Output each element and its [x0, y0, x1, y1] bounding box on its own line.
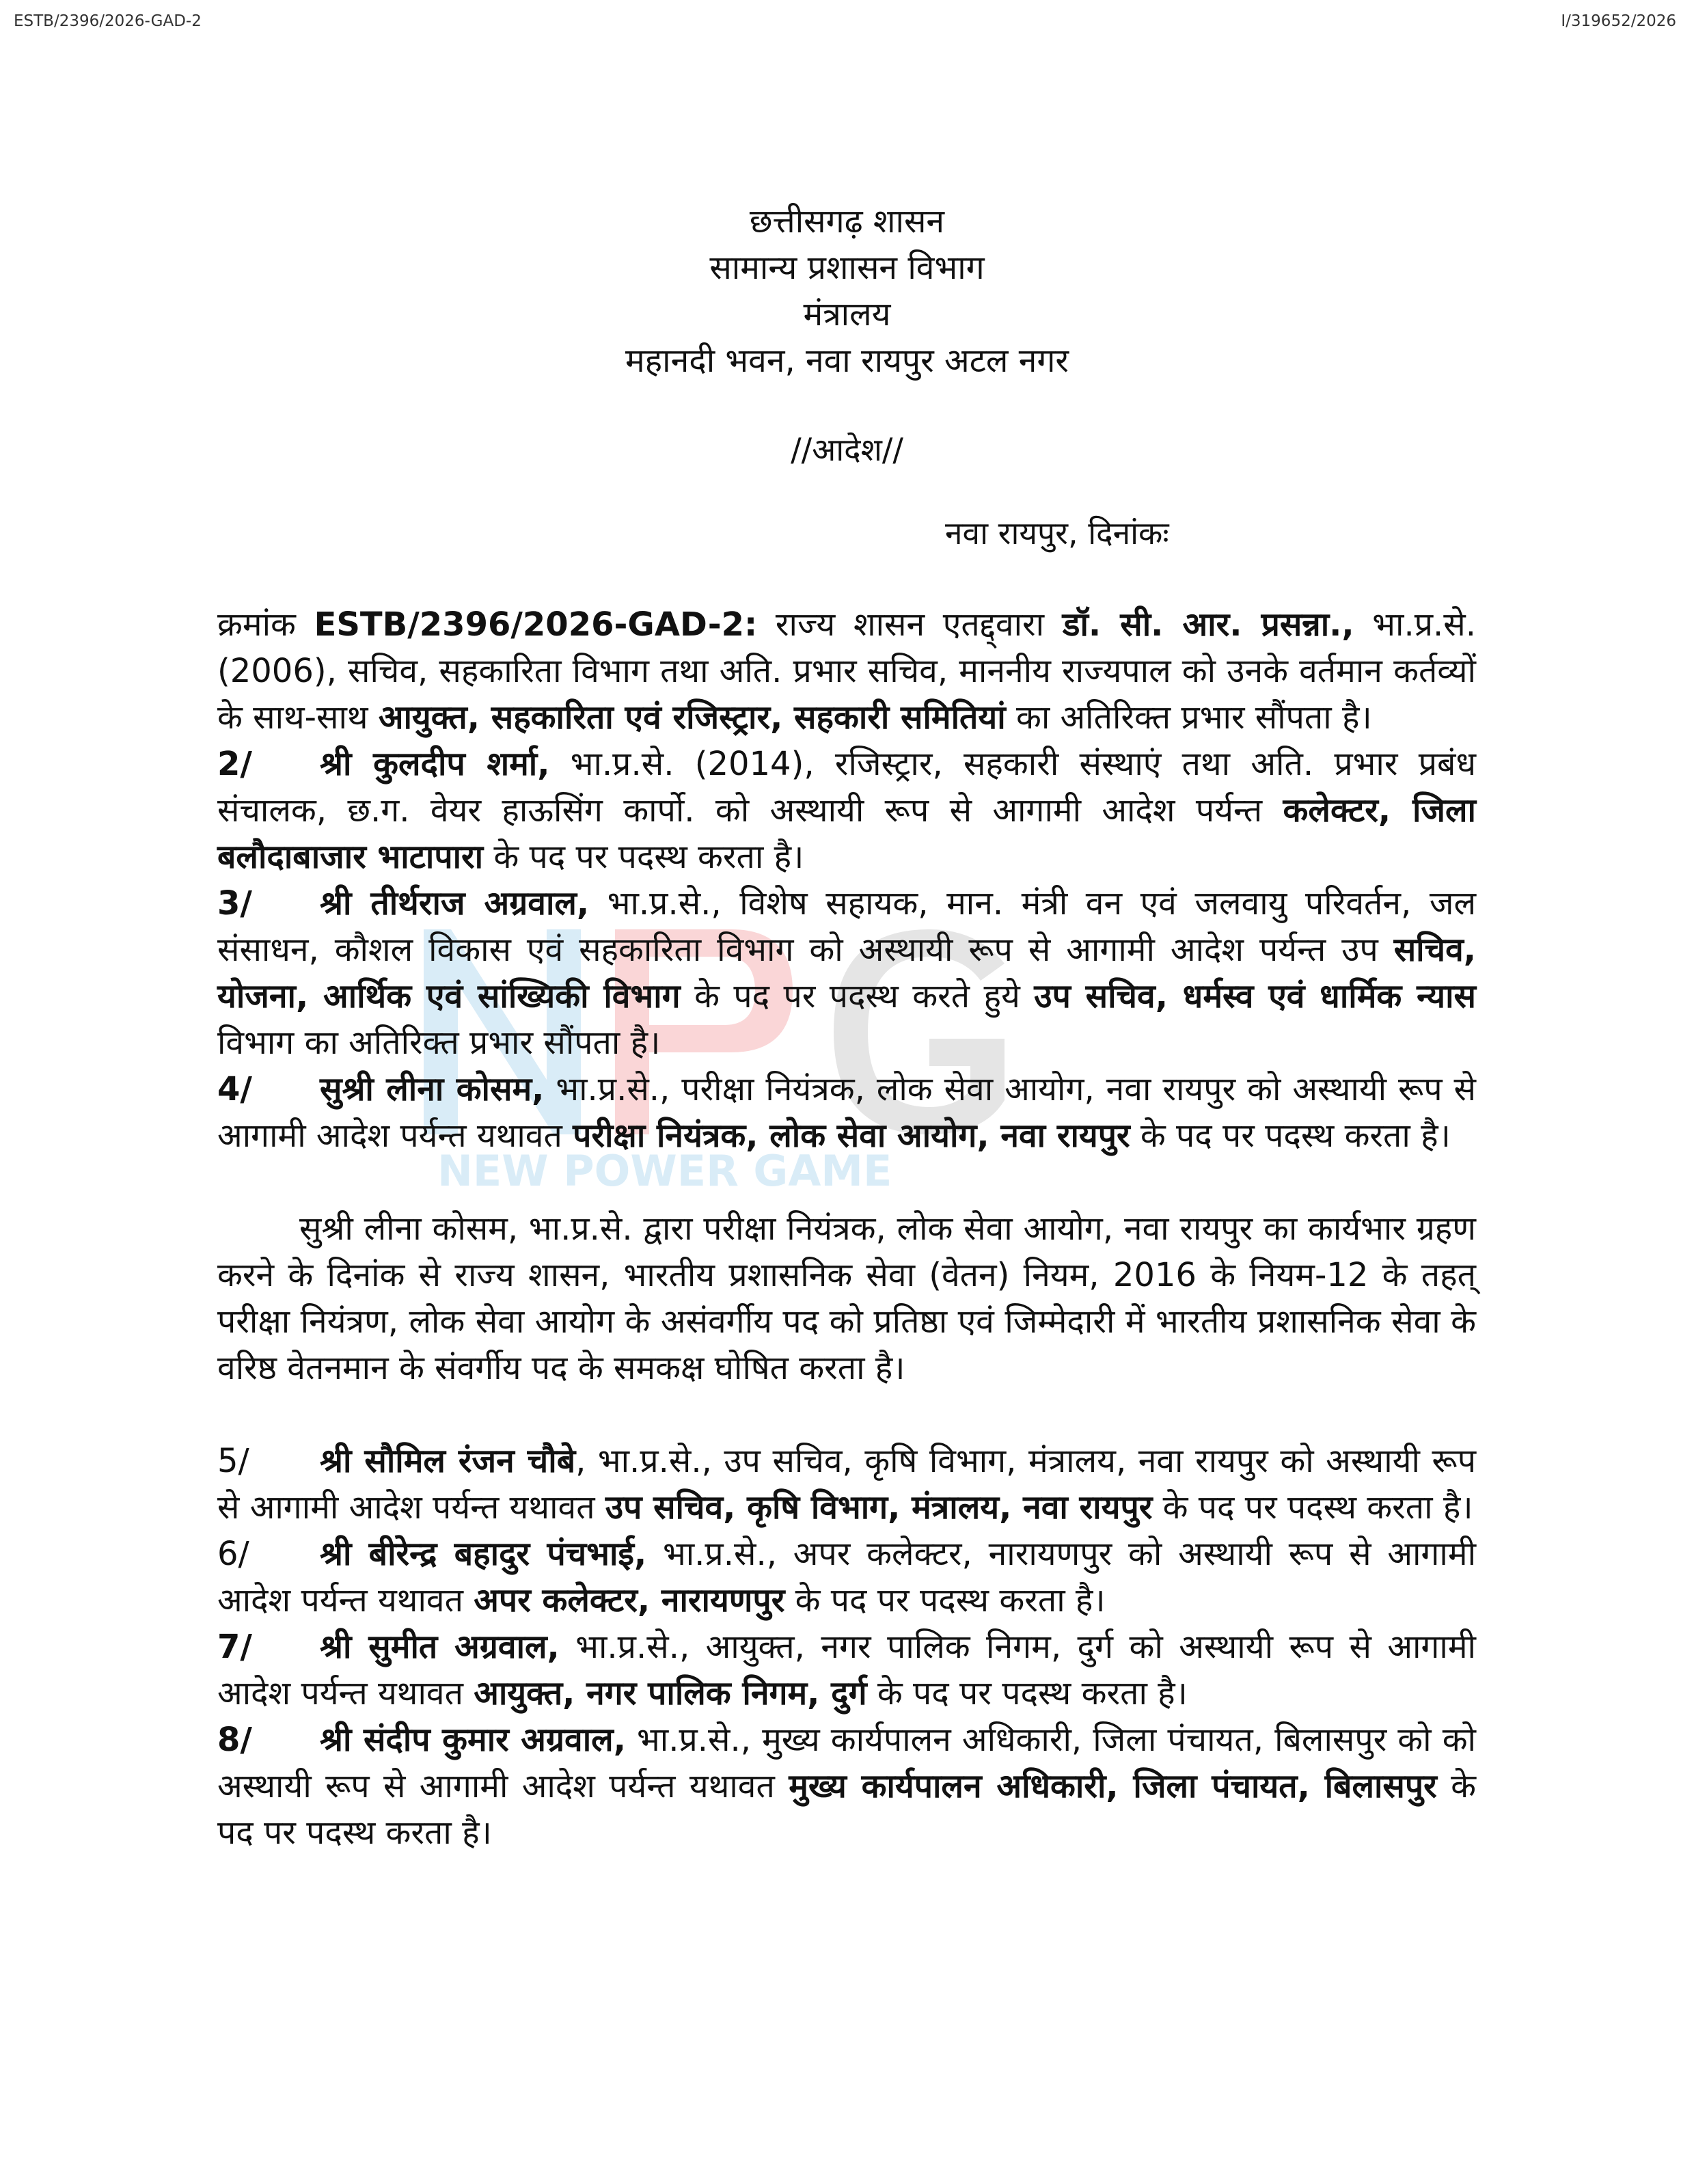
posting-1: आयुक्त, सहकारिता एवं रजिस्ट्रार, सहकारी समितियां [378, 698, 1006, 737]
para6-text-2: के पद पर पदस्थ करता है। [784, 1581, 1106, 1620]
officer-name-5: श्री सौमिल रंजन चौबे [320, 1442, 576, 1480]
order-paragraph-6 [217, 1531, 1476, 1624]
order-paragraph-4 [217, 1066, 1476, 1159]
para2-text-1: भा.प्र.से. (2014), रजिस्ट्रार, सहकारी संस्थाएं तथा अति. प्रभार प्रबंध संचालक, छ.ग. वेयर हाऊसिंग कार्पो. को अस्थायी रूप से आगामी आदेश पर्यन्त [217, 745, 1476, 830]
spacer [217, 1159, 1476, 1205]
paragraph-number: 2/ [217, 745, 252, 783]
order-paragraph-2 [217, 741, 1476, 880]
order-paragraph-8 [217, 1717, 1476, 1856]
para8-text-2: के पद पर पदस्थ करता है। [217, 1767, 1476, 1852]
para1-text-3: का अतिरिक्त प्रभार सौंपता है। [1005, 698, 1372, 737]
order-number: ESTB/2396/2026-GAD-2: [314, 605, 758, 644]
order-paragraph-1 [217, 601, 1476, 741]
document-reference-right: I/319652/2026 [1561, 12, 1676, 30]
para3-text-3: विभाग का अतिरिक्त प्रभार सौंपता है। [217, 1024, 661, 1062]
posting-3: सचिव, योजना, आर्थिक एवं सांख्यिकी विभाग [217, 931, 1476, 1015]
paragraph-number: 4/ [217, 1070, 252, 1108]
letterhead-department: सामान्य प्रशासन विभाग [709, 249, 985, 287]
letterhead-government: छत्तीसगढ़ शासन [749, 202, 945, 241]
para6-text-1: भा.प्र.से., अपर कलेक्टर, नारायणपुर को अस्थायी रूप से आगामी आदेश पर्यन्त यथावत [217, 1535, 1476, 1620]
order-paragraph-4-note: सुश्री लीना कोसम, भा.प्र.से. द्वारा परीक्षा नियंत्रक, लोक सेवा आयोग, नवा रायपुर का कार्यभार ग्रहण करने के दिनांक से राज्य शासन, भारतीय प्रशासनिक सेवा (वेतन) नियम, 2016 के नियम-12 के तहत् परीक्षा नियंत्रण, लोक सेवा आयोग के असंवर्गीय पद को प्रतिष्ठा एवं जिम्मेदारी में भारतीय प्रशासनिक सेवा के वरिष्ठ वेतनमान के संवर्गीय पद के समकक्ष घोषित करता है। [217, 1210, 1476, 1387]
document-reference-left: ESTB/2396/2026-GAD-2 [14, 12, 202, 30]
para3-text-2: के पद पर पदस्थ करते हुये [680, 977, 1035, 1015]
paragraph-number: 3/ [217, 884, 252, 923]
posting-6: अपर कलेक्टर, नारायणपुर [474, 1581, 785, 1620]
officer-name-2: श्री कुलदीप शर्मा, [320, 745, 550, 783]
additional-charge-3: उप सचिव, धर्मस्व एवं धार्मिक न्यास [1034, 977, 1476, 1015]
posting-7: आयुक्त, नगर पालिक निगम, दुर्ग [474, 1674, 867, 1712]
para8-text-1: भा.प्र.से., मुख्य कार्यपालन अधिकारी, जिला पंचायत, बिलासपुर को को अस्थायी रूप से आगामी आदेश पर्यन्त यथावत [217, 1721, 1476, 1805]
paragraph-number: 6/ [217, 1535, 249, 1573]
order-number-label: क्रमांक [217, 605, 314, 644]
officer-name-7: श्री सुमीत अग्रवाल, [320, 1628, 560, 1666]
letterhead-address: महानदी भवन, नवा रायपुर अटल नगर [625, 342, 1069, 380]
para7-text-1: भा.प्र.से., आयुक्त, नगर पालिक निगम, दुर्ग को अस्थायी रूप से आगामी आदेश पर्यन्त यथावत [217, 1628, 1476, 1712]
officer-name-6: श्री बीरेन्द्र बहादुर पंचभाई, [320, 1535, 647, 1573]
posting-8: मुख्य कार्यपालन अधिकारी, जिला पंचायत, बिलासपुर [789, 1767, 1437, 1805]
watermark-tagline: NEW POWER GAME [437, 1146, 892, 1196]
para1-text-2: भा.प्र.से. (2006), सचिव, सहकारिता विभाग तथा अति. प्रभार सचिव, माननीय राज्यपाल को उनके वर्तमान कर्तव्यों के साथ-साथ [217, 605, 1477, 737]
officer-name-3: श्री तीर्थराज अग्रवाल, [320, 884, 590, 923]
order-paragraph-3 [217, 880, 1476, 1066]
posting-5: उप सचिव, कृषि विभाग, मंत्रालय, नवा रायपुर [605, 1488, 1153, 1527]
officer-name-1: डॉ. सी. आर. प्रसन्ना., [1062, 605, 1354, 644]
paragraph-number: 5/ [217, 1442, 249, 1480]
order-body [217, 601, 1476, 1856]
para3-text-1: भा.प्र.से., विशेष सहायक, मान. मंत्री वन एवं जलवायु परिवर्तन, जल संसाधन, कौशल विकास एवं सहकारिता विभाग को अस्थायी रूप से आगामी आदेश पर्यन्त उप [217, 884, 1477, 969]
para7-text-2: के पद पर पदस्थ करता है। [866, 1674, 1188, 1712]
letterhead [0, 198, 1694, 384]
officer-name-8: श्री संदीप कुमार अग्रवाल, [320, 1721, 626, 1759]
para5-text-2: के पद पर पदस्थ करता है। [1152, 1488, 1473, 1527]
para1-text-1: राज्य शासन एतद्द्वारा [757, 605, 1063, 644]
letterhead-ministry: मंत्रालय [803, 295, 891, 333]
para2-text-2: के पद पर पदस्थ करता है। [483, 838, 804, 876]
place-date: नवा रायपुर, दिनांकः [945, 515, 1169, 551]
paragraph-number: 8/ [217, 1721, 252, 1759]
spacer [217, 1391, 1476, 1438]
officer-name-4: सुश्री लीना कोसम, [320, 1070, 545, 1108]
paragraph-number: 7/ [217, 1628, 252, 1666]
para4-text-1: भा.प्र.से., परीक्षा नियंत्रक, लोक सेवा आयोग, नवा रायपुर को अस्थायी रूप से आगामी आदेश पर्यन्त यथावत [217, 1070, 1476, 1155]
order-heading: //आदेश// [791, 431, 903, 468]
posting-4: परीक्षा नियंत्रक, लोक सेवा आयोग, नवा रायपुर [573, 1117, 1130, 1155]
order-paragraph-5 [217, 1438, 1476, 1531]
para4-text-2: के पद पर पदस्थ करता है। [1130, 1117, 1451, 1155]
para5-text-1: , भा.प्र.से., उप सचिव, कृषि विभाग, मंत्रालय, नवा रायपुर को अस्थायी रूप से आगामी आदेश पर्यन्त यथावत [217, 1442, 1476, 1527]
posting-2: कलेक्टर, जिला बलौदाबाजार भाटापारा [217, 791, 1476, 876]
order-paragraph-7 [217, 1624, 1476, 1717]
